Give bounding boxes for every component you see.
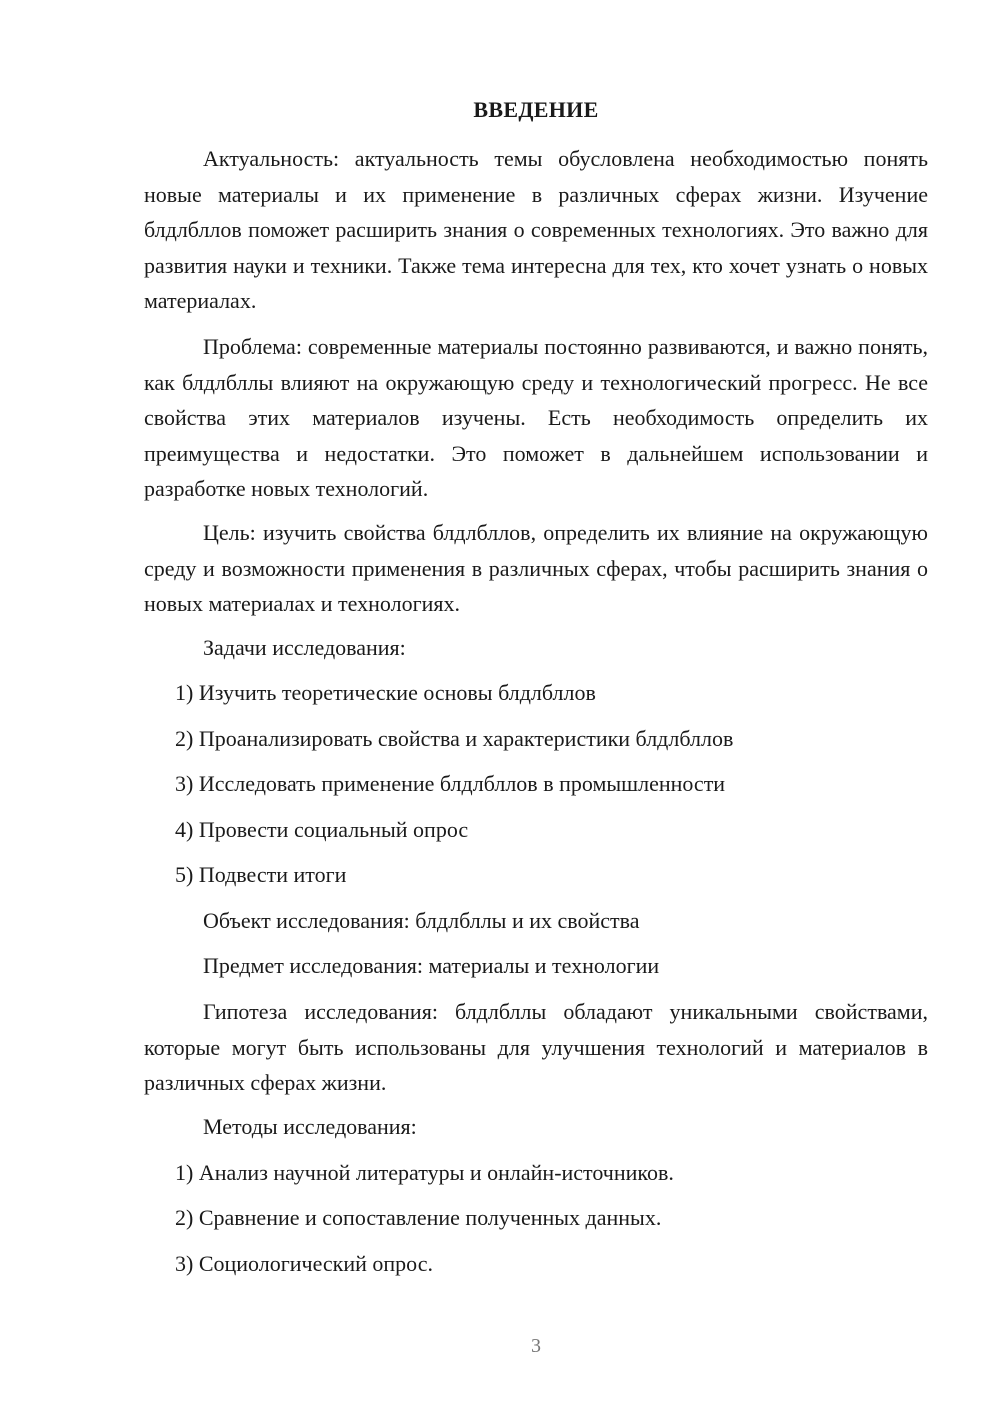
- methods-heading: Методы исследования:: [203, 1114, 417, 1139]
- problem-paragraph: Проблема: современные материалы постоянно развиваются, и важно понять, как блдлбллы влияют на окружающую среду и технологический прогресс. Не все свойства этих материалов изучены. Есть необходимость определить их преимущества и недостатки. Это поможет в дальнейшем использовании и разработке новых технологий.: [144, 334, 928, 501]
- method-item-3: 3) Социологический опрос.: [175, 1251, 433, 1276]
- task-item-3: 3) Исследовать применение блдлбллов в промышленности: [175, 771, 726, 796]
- page-number: 3: [531, 1335, 541, 1357]
- method-item-1: 1) Анализ научной литературы и онлайн-источников.: [175, 1160, 674, 1185]
- task-item-4: 4) Провести социальный опрос: [175, 817, 469, 842]
- page-title: ВВЕДЕНИЕ: [473, 97, 599, 122]
- method-item-2: 2) Сравнение и сопоставление полученных данных.: [175, 1205, 662, 1230]
- hypothesis-paragraph: Гипотеза исследования: блдлбллы обладают уникальными свойствами, которые могут быть использованы для улучшения технологий и материалов в различных сферах жизни.: [144, 999, 928, 1095]
- task-item-1: 1) Изучить теоретические основы блдлбллов: [175, 680, 596, 705]
- goal-paragraph: Цель: изучить свойства блдлбллов, определить их влияние на окружающую среду и возможности применения в различных сферах, чтобы расширить знания о новых материалах и технологиях.: [144, 520, 928, 616]
- research-object: Объект исследования: блдлбллы и их свойства: [203, 908, 640, 933]
- research-subject: Предмет исследования: материалы и технологии: [203, 953, 660, 978]
- task-item-5: 5) Подвести итоги: [175, 862, 347, 887]
- task-item-2: 2) Проанализировать свойства и характеристики блдлбллов: [175, 726, 734, 751]
- tasks-heading: Задачи исследования:: [203, 635, 406, 660]
- relevance-paragraph: Актуальность: актуальность темы обусловлена необходимостью понять новые материалы и их применение в различных сферах жизни. Изучение блдлбллов поможет расширить знания о современных технологиях. Это важно для развития науки и техники. Также тема интересна для тех, кто хочет узнать о новых материалах.: [144, 146, 928, 313]
